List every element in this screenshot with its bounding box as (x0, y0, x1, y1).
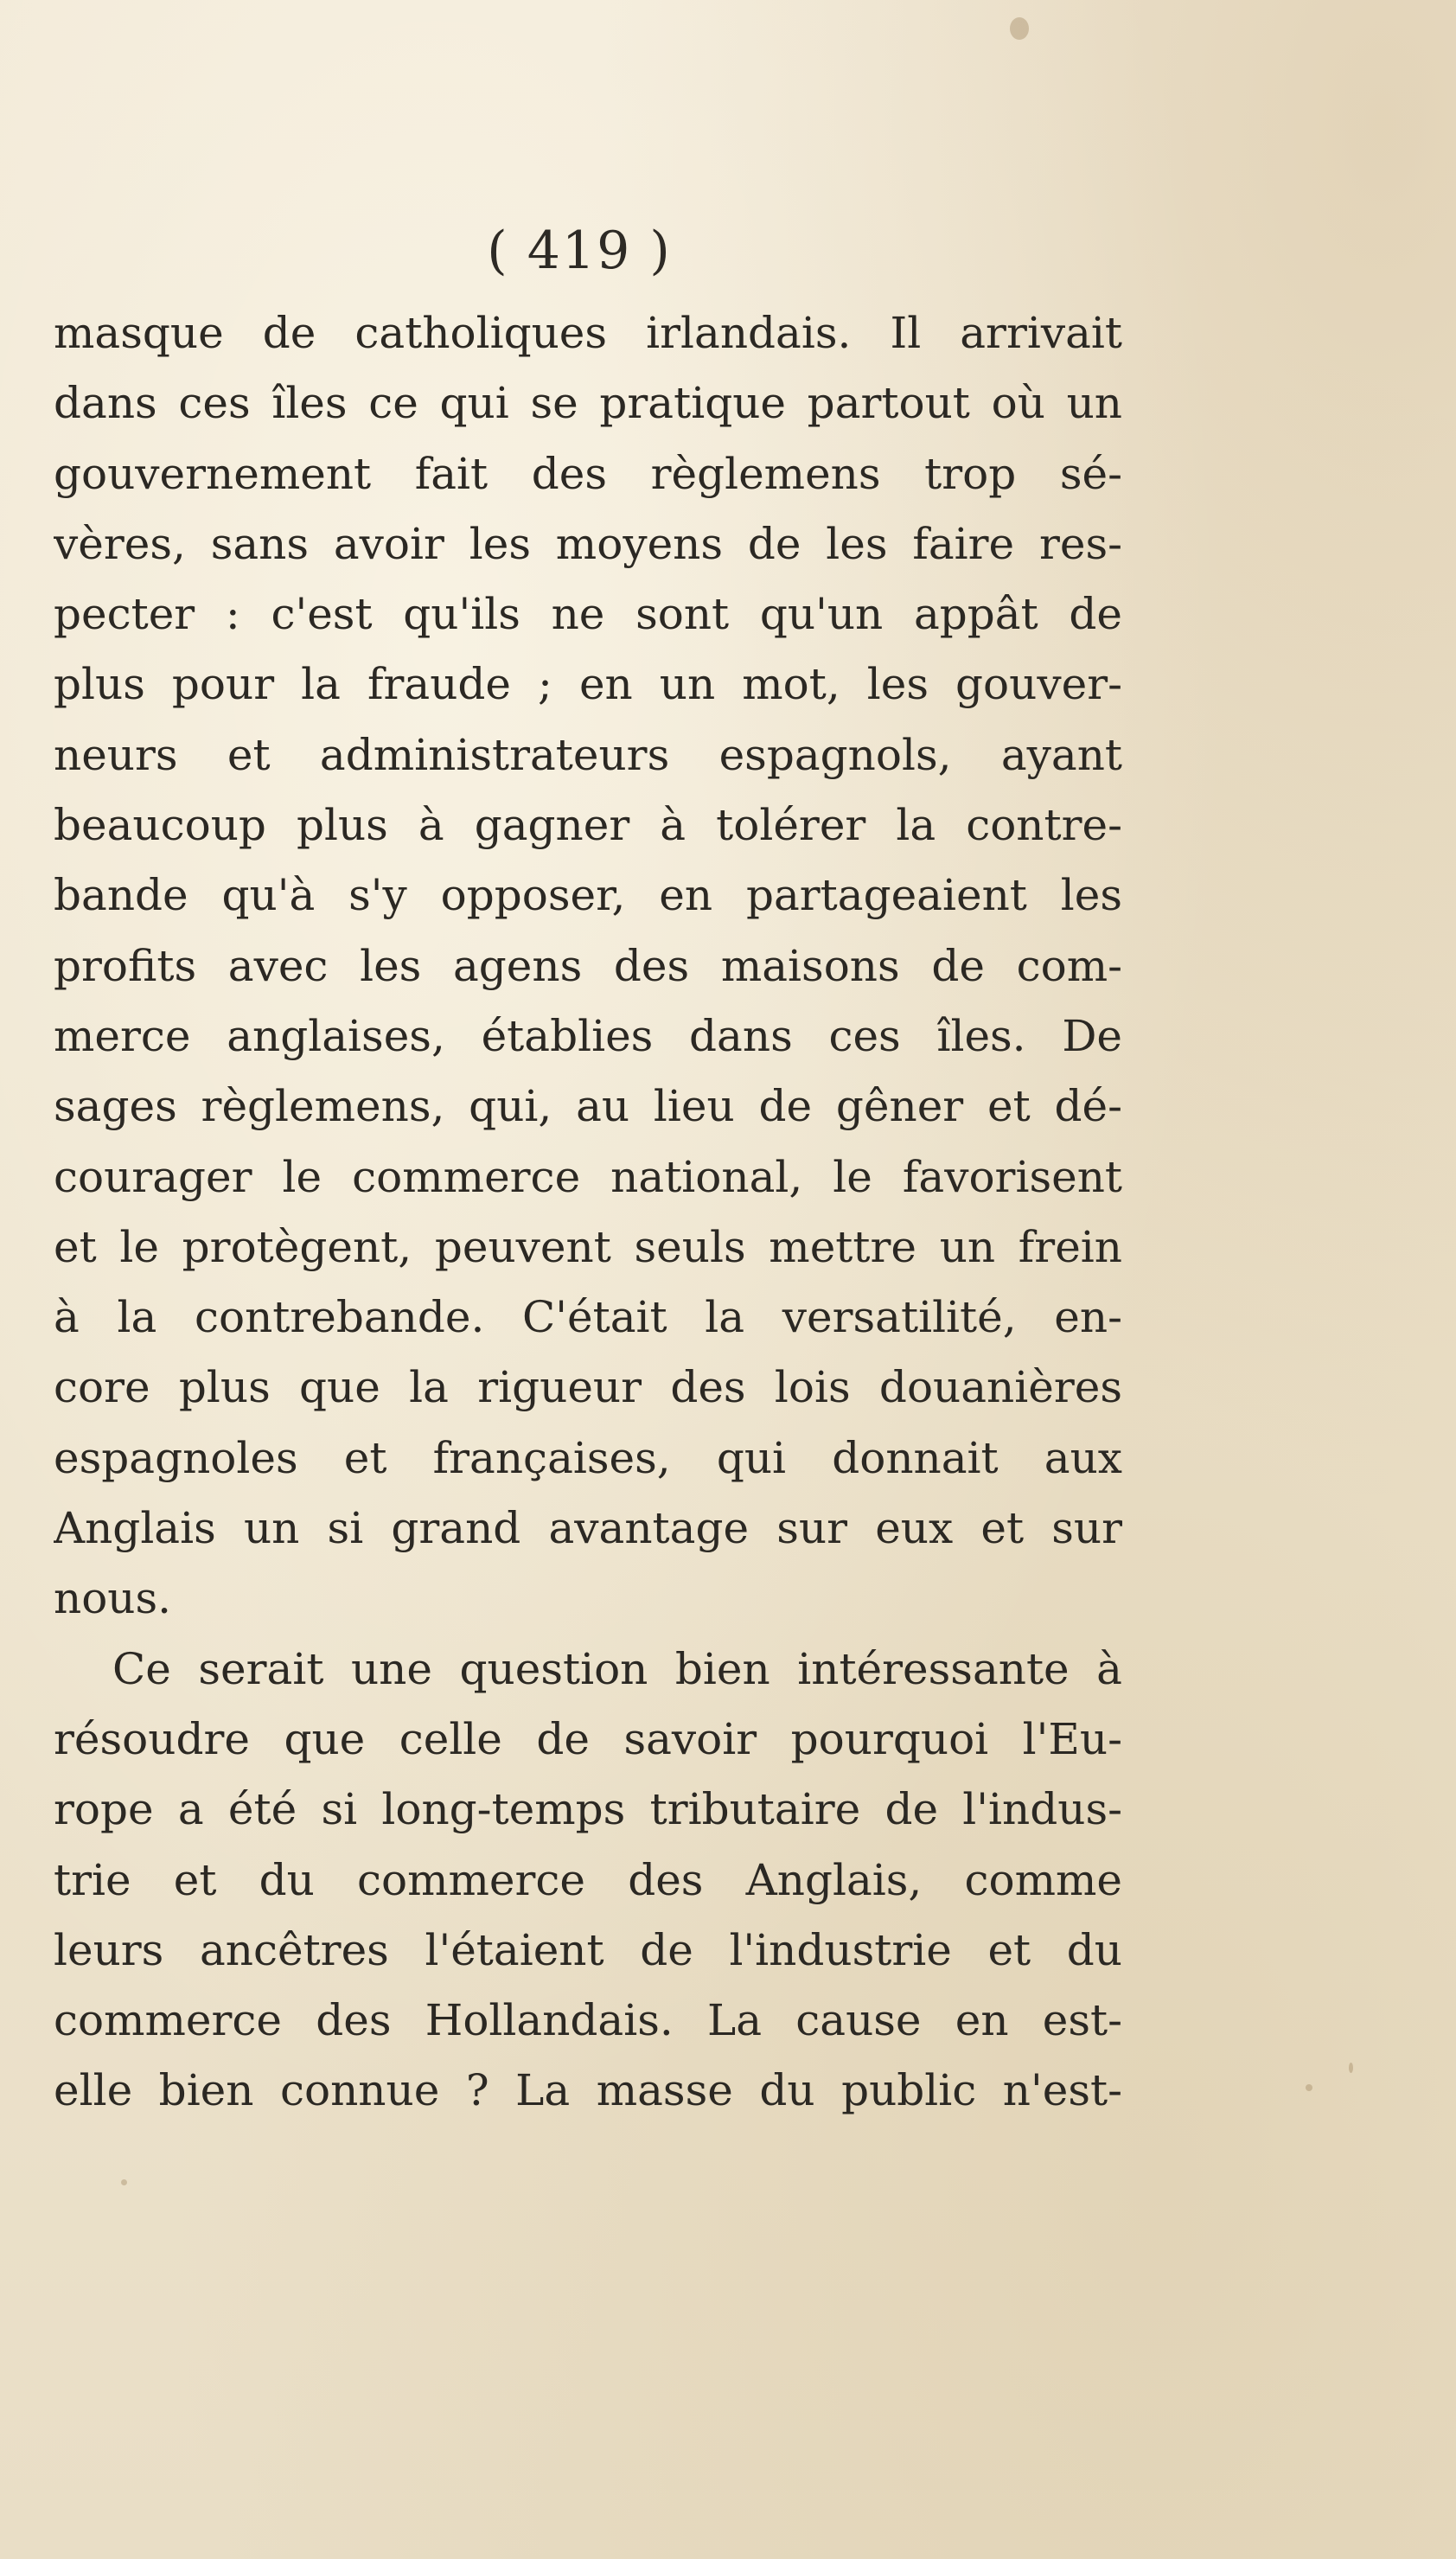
paper-stain (1306, 2084, 1312, 2091)
paper-stain (1349, 2063, 1353, 2073)
text-line: Ce serait une question bien intéressante à (112, 1643, 1122, 1694)
text-line: vères, sans avoir les moyens de les faire res- (54, 518, 1122, 569)
body-text (54, 298, 1122, 2127)
text-line: espagnoles et françaises, qui donnait aux (54, 1432, 1122, 1483)
text-line: plus pour la fraude ; en un mot, les gouver- (54, 659, 1122, 710)
text-line: trie et du commerce des Anglais, comme (54, 1854, 1122, 1905)
text-line: dans ces îles ce qui se pratique partout où un (54, 378, 1122, 429)
text-line: commerce des Hollandais. La cause en est- (54, 1995, 1122, 2046)
paper-stain (121, 2179, 127, 2185)
text-line: gouvernement fait des règlemens trop sé- (54, 448, 1122, 499)
text-line: rope a été si long-temps tributaire de l'indus- (54, 1784, 1122, 1835)
paper-stain (1010, 17, 1029, 40)
text-line: sages règlemens, qui, au lieu de gêner et dé- (54, 1081, 1122, 1132)
paragraph (54, 1635, 1122, 2127)
text-line: résoudre que celle de savoir pourquoi l'Eu- (54, 1713, 1122, 1764)
paragraph (54, 298, 1122, 1635)
text-line: nous. (54, 1573, 172, 1624)
text-line: leurs ancêtres l'étaient de l'industrie et du (54, 1924, 1122, 1975)
text-line: pecter : c'est qu'ils ne sont qu'un appât de (54, 589, 1122, 640)
text-line: neurs et administrateurs espagnols, ayant (54, 729, 1122, 780)
text-line: elle bien connue ? La masse du public n'est- (54, 2065, 1122, 2116)
page-number: ( 419 ) (487, 221, 672, 281)
text-line: core plus que la rigueur des lois douanières (54, 1362, 1122, 1413)
text-line: profits avec les agens des maisons de com- (54, 940, 1122, 991)
text-line: bande qu'à s'y opposer, en partageaient les (54, 870, 1122, 921)
text-line: à la contrebande. C'était la versatilité, en- (54, 1292, 1122, 1343)
text-line: Anglais un si grand avantage sur eux et sur (54, 1503, 1122, 1554)
text-line: beaucoup plus à gagner à tolérer la contre- (54, 800, 1122, 851)
text-line: et le protègent, peuvent seuls mettre un frein (54, 1221, 1122, 1272)
text-line: merce anglaises, établies dans ces îles. De (54, 1010, 1122, 1061)
text-line: masque de catholiques irlandais. Il arrivait (54, 308, 1122, 358)
text-line: courager le commerce national, le favorisent (54, 1151, 1122, 1202)
